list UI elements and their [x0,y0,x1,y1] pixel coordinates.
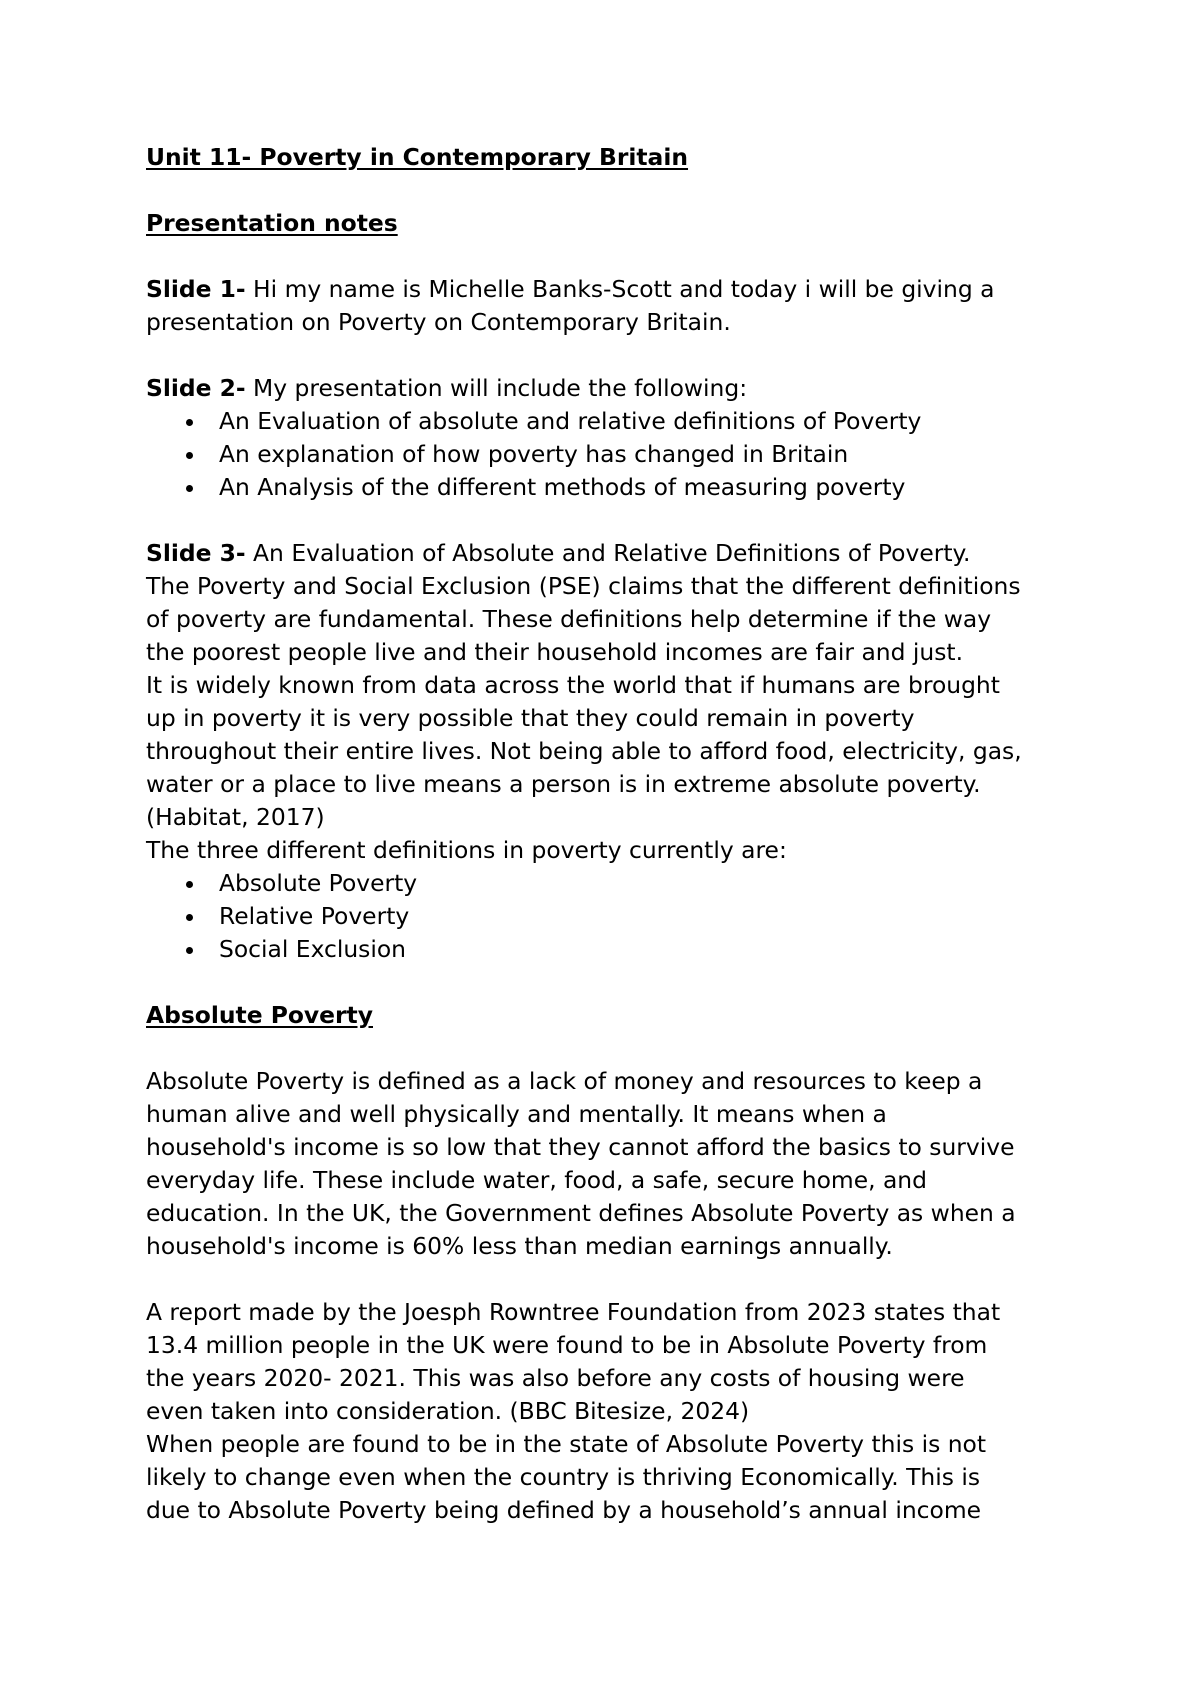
paragraph-line: Absolute Poverty is defined as a lack of money and resources to keep a [146,1067,983,1095]
slide1-text: Hi my name is Michelle Banks-Scott and today i will be giving a [245,275,995,303]
slide1-line-1 [146,273,1076,306]
slide3-line: The Poverty and Social Exclusion (PSE) claims that the different definitions [146,572,1021,600]
slide3-line: The three different definitions in poverty currently are: [146,836,787,864]
paragraph-line: When people are found to be in the state of Absolute Poverty this is not [146,1430,986,1458]
paragraph-line: household's income is so low that they cannot afford the basics to survive [146,1133,1015,1161]
paragraph-line: even taken into consideration. (BBC Bitesize, 2024) [146,1397,750,1425]
spacer [146,240,1076,273]
slide2-bullet-list [146,405,1076,504]
paragraph-line: 13.4 million people in the UK were found to be in Absolute Poverty from [146,1331,988,1359]
document-title: Unit 11- Poverty in Contemporary Britain [146,143,689,171]
slide3-line: throughout their entire lives. Not being able to afford food, electricity, gas, [146,737,1022,765]
paragraph-line: human alive and well physically and mentally. It means when a [146,1100,887,1128]
slide3-line: It is widely known from data across the world that if humans are brought [146,671,1000,699]
slide3-line: of poverty are fundamental. These definitions help determine if the way [146,605,992,633]
spacer [146,1032,1076,1065]
spacer [146,1263,1076,1296]
slide3-text: An Evaluation of Absolute and Relative Definitions of Poverty. [245,539,971,567]
slide2-line-1 [146,372,1076,405]
list-item: An Analysis of the different methods of measuring poverty [146,471,1076,504]
paragraph-line: A report made by the Joesph Rowntree Foundation from 2023 states that [146,1298,1001,1326]
paragraph-line: the years 2020- 2021. This was also before any costs of housing were [146,1364,965,1392]
slide3-line-1 [146,537,1076,570]
section-heading-absolute-poverty: Absolute Poverty [146,1001,373,1029]
citation: (Habitat, 2017) [146,803,325,831]
slide3-line: up in poverty it is very possible that they could remain in poverty [146,704,915,732]
paragraph-line: likely to change even when the country is thriving Economically. This is [146,1463,981,1491]
paragraph-line: everyday life. These include water, food, a safe, secure home, and [146,1166,927,1194]
slide1-label: Slide 1- [146,275,246,303]
slide3-label: Slide 3- [146,539,246,567]
list-item: An explanation of how poverty has changed in Britain [146,438,1076,471]
list-item: Relative Poverty [146,900,1076,933]
document-subtitle: Presentation notes [146,209,398,237]
list-item: An Evaluation of absolute and relative definitions of Poverty [146,405,1076,438]
spacer [146,966,1076,999]
slide3-line: water or a place to live means a person is in extreme absolute poverty. [146,770,981,798]
paragraph-line: household's income is 60% less than median earnings annually. [146,1232,893,1260]
slide3-line: the poorest people live and their household incomes are fair and just. [146,638,964,666]
paragraph-line: education. In the UK, the Government defines Absolute Poverty as when a [146,1199,1016,1227]
slide1-line-2: presentation on Poverty on Contemporary Britain. [146,308,731,336]
list-item: Absolute Poverty [146,867,1076,900]
spacer [146,504,1076,537]
slide2-intro: My presentation will include the following: [245,374,748,402]
spacer [146,174,1076,207]
list-item: Social Exclusion [146,933,1076,966]
paragraph-line: due to Absolute Poverty being defined by a household’s annual income [146,1496,981,1524]
document-page [146,141,1076,1527]
slide3-bullet-list [146,867,1076,966]
spacer [146,339,1076,372]
slide2-label: Slide 2- [146,374,246,402]
